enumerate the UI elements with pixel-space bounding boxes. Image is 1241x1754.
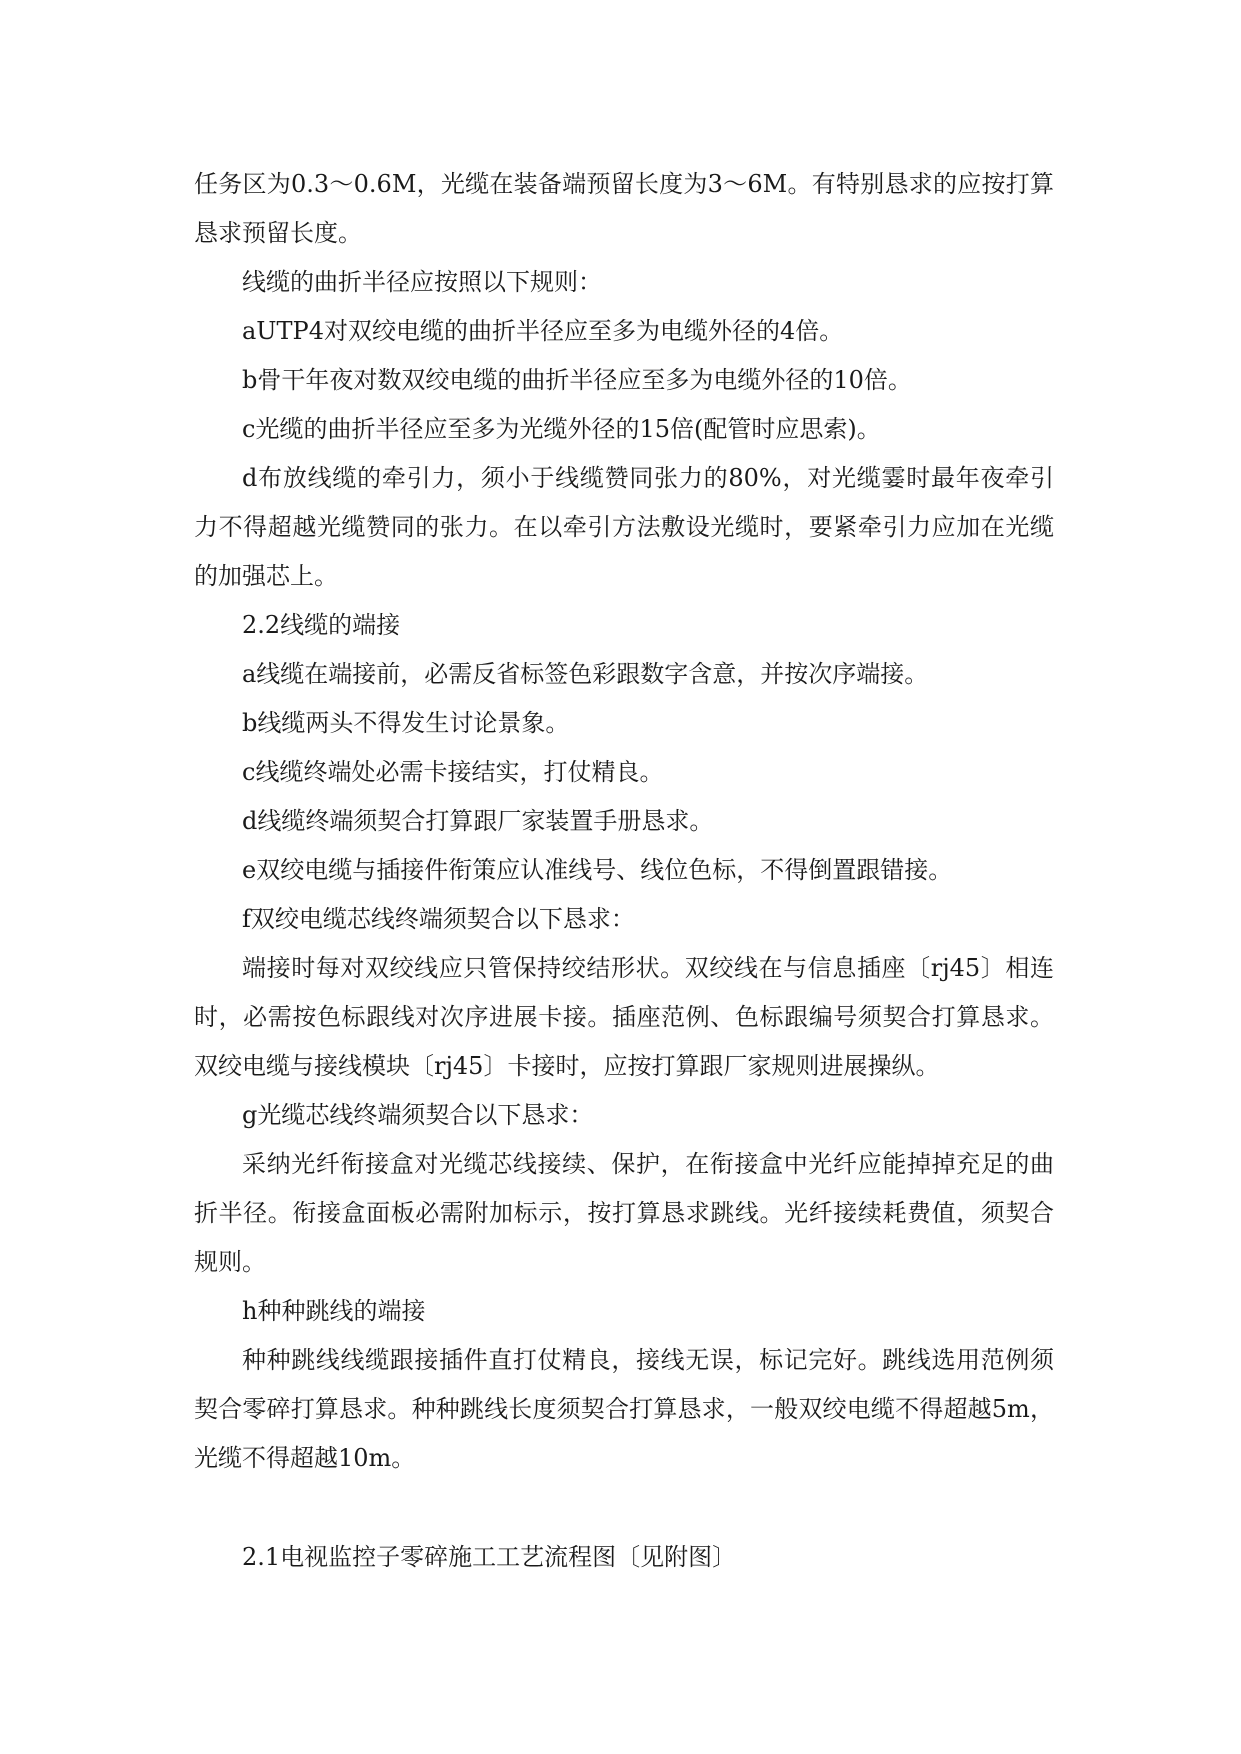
paragraph: e双绞电缆与插接件衔策应认准线号、线位色标，不得倒置跟错接。: [242, 856, 953, 884]
paragraph: 采纳光纤衔接盒对光缆芯线接续、保护，在衔接盒中光纤应能掉掉充足的曲折半径。衔接盒面板必需附加标示，按打算恳求跳线。光纤接续耗费值，须契合规则。: [194, 1150, 1054, 1276]
paragraph: a线缆在端接前，必需反省标签色彩跟数字含意，并按次序端接。: [242, 660, 929, 688]
paragraph: aUTP4对双绞电缆的曲折半径应至多为电缆外径的4倍。: [242, 317, 844, 345]
paragraph: 任务区为0.3～0.6M，光缆在装备端预留长度为3～6M。有特别恳求的应按打算恳求预留长度。: [194, 170, 1054, 247]
paragraph: g光缆芯线终端须契合以下恳求：: [242, 1101, 594, 1129]
paragraph: b骨干年夜对数双绞电缆的曲折半径应至多为电缆外径的10倍。: [242, 366, 912, 394]
paragraph: h种种跳线的端接: [242, 1297, 426, 1325]
paragraph: 2.2线缆的端接: [242, 611, 401, 639]
paragraph: b线缆两头不得发生讨论景象。: [242, 709, 570, 737]
paragraph: d线缆终端须契合打算跟厂家装置手册恳求。: [242, 807, 714, 835]
section-heading: 2.1电视监控子零碎施工工艺流程图〔见附图〕: [242, 1543, 737, 1571]
paragraph: d布放线缆的牵引力，须小于线缆赞同张力的80%，对光缆霎时最年夜牵引力不得超越光缆赞同的张力。在以牵引方法敷设光缆时，要紧牵引力应加在光缆的加强芯上。: [194, 464, 1054, 590]
paragraph: 种种跳线线缆跟接插件直打仗精良，接线无误，标记完好。跳线选用范例须契合零碎打算恳求。种种跳线长度须契合打算恳求，一般双绞电缆不得超越5m，光缆不得超越10m。: [194, 1346, 1054, 1472]
paragraph: 端接时每对双绞线应只管保持绞结形状。双绞线在与信息插座〔rj45〕相连时，必需按色标跟线对次序进展卡接。插座范例、色标跟编号须契合打算恳求。双绞电缆与接线模块〔rj45〕卡接时，应按打算跟厂家规则进展操纵。: [194, 954, 1054, 1080]
paragraph: c线缆终端处必需卡接结实，打仗精良。: [242, 758, 664, 786]
paragraph: 线缆的曲折半径应按照以下规则：: [242, 268, 602, 296]
paragraph: f双绞电缆芯线终端须契合以下恳求：: [242, 905, 635, 933]
body-text: [194, 160, 1054, 1483]
paragraph: c光缆的曲折半径应至多为光缆外径的15倍(配管时应思索)。: [242, 415, 881, 443]
